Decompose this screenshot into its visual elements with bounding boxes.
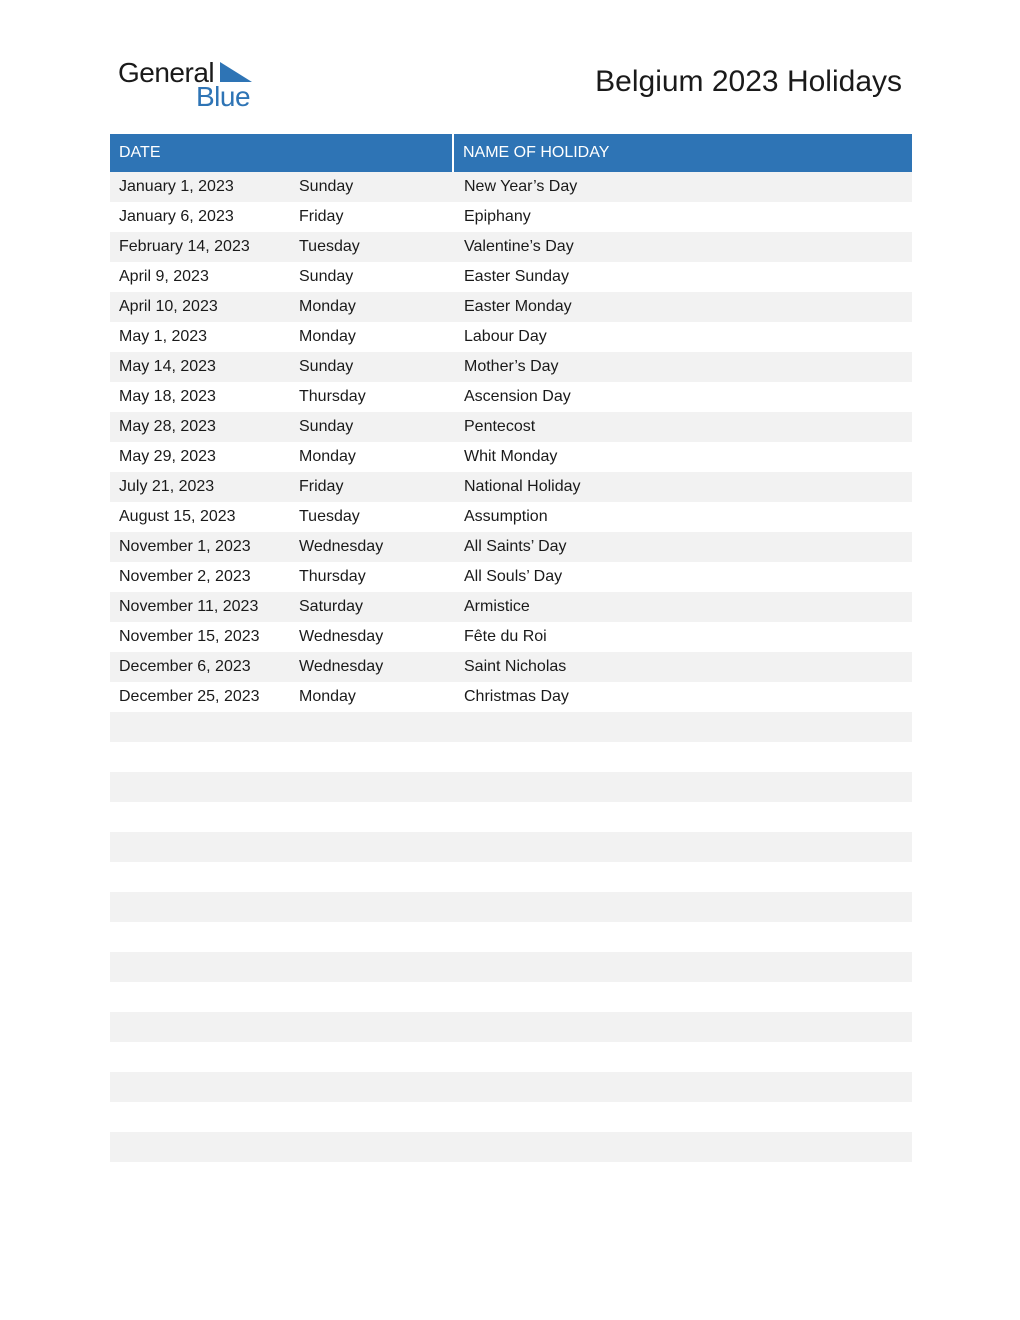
row-holiday-name: National Holiday <box>464 478 581 495</box>
table-row <box>110 1102 912 1132</box>
row-date <box>110 922 290 952</box>
table-row <box>110 1042 912 1072</box>
table-row <box>110 382 912 412</box>
row-weekday: Sunday <box>299 178 354 195</box>
row-weekday: Wednesday <box>299 538 384 555</box>
row-date <box>110 1102 290 1132</box>
row-weekday: Monday <box>299 298 356 315</box>
row-date: December 6, 2023 <box>119 658 251 675</box>
row-date: April 9, 2023 <box>119 268 209 285</box>
row-weekday: Wednesday <box>299 628 384 645</box>
row-weekday <box>290 832 455 862</box>
row-date: February 14, 2023 <box>119 238 250 255</box>
row-holiday-name: Epiphany <box>464 208 531 225</box>
row-holiday-name <box>455 952 912 982</box>
row-holiday-name <box>455 832 912 862</box>
table-row <box>110 1072 912 1102</box>
row-holiday-name: Whit Monday <box>464 448 558 465</box>
row-date <box>110 742 290 772</box>
row-date <box>110 1132 290 1162</box>
table-row <box>110 1012 912 1042</box>
row-holiday-name <box>455 1102 912 1132</box>
row-holiday-name <box>455 772 912 802</box>
row-date: May 29, 2023 <box>119 448 216 465</box>
row-holiday-name: Christmas Day <box>464 688 569 705</box>
row-weekday: Thursday <box>299 568 366 585</box>
row-date: May 14, 2023 <box>119 358 216 375</box>
row-weekday <box>290 1012 455 1042</box>
row-holiday-name: Easter Sunday <box>464 268 569 285</box>
row-holiday-name <box>455 802 912 832</box>
row-date: December 25, 2023 <box>119 688 260 705</box>
row-holiday-name <box>455 742 912 772</box>
table-row <box>110 682 912 712</box>
row-weekday: Sunday <box>299 268 354 285</box>
table-row <box>110 412 912 442</box>
table-header <box>110 134 912 172</box>
row-weekday: Sunday <box>299 358 354 375</box>
row-holiday-name: Valentine’s Day <box>464 238 574 255</box>
row-weekday <box>290 982 455 1012</box>
table-row <box>110 562 912 592</box>
row-holiday-name <box>455 862 912 892</box>
row-weekday: Wednesday <box>299 658 384 675</box>
logo-word-general: General <box>118 57 215 88</box>
table-row <box>110 292 912 322</box>
row-holiday-name: Ascension Day <box>464 388 571 405</box>
row-weekday <box>290 952 455 982</box>
table-row <box>110 502 912 532</box>
row-date: August 15, 2023 <box>119 508 236 525</box>
row-weekday: Friday <box>299 208 344 225</box>
holiday-table <box>110 134 912 1162</box>
table-row <box>110 532 912 562</box>
table-row <box>110 592 912 622</box>
row-date <box>110 1012 290 1042</box>
row-weekday: Friday <box>299 478 344 495</box>
row-date <box>110 952 290 982</box>
table-row <box>110 472 912 502</box>
row-weekday <box>290 892 455 922</box>
table-row <box>110 352 912 382</box>
table-row <box>110 172 912 202</box>
table-row <box>110 322 912 352</box>
row-holiday-name: Pentecost <box>464 418 536 435</box>
table-row <box>110 1132 912 1162</box>
row-holiday-name: All Souls’ Day <box>464 568 563 585</box>
row-date <box>110 982 290 1012</box>
row-date: November 11, 2023 <box>119 598 259 615</box>
row-date <box>110 892 290 922</box>
row-weekday <box>290 1102 455 1132</box>
row-holiday-name <box>455 712 912 742</box>
row-date: May 18, 2023 <box>119 388 216 405</box>
table-row <box>110 832 912 862</box>
table-row <box>110 982 912 1012</box>
row-weekday <box>290 862 455 892</box>
row-weekday: Monday <box>299 688 356 705</box>
row-weekday <box>290 802 455 832</box>
table-row <box>110 742 912 772</box>
row-holiday-name: Easter Monday <box>464 298 572 315</box>
table-row <box>110 772 912 802</box>
row-date: January 1, 2023 <box>119 178 234 195</box>
table-row <box>110 862 912 892</box>
row-date <box>110 1072 290 1102</box>
row-weekday: Tuesday <box>299 508 360 525</box>
row-weekday <box>290 1132 455 1162</box>
page-title: Belgium 2023 Holidays <box>595 65 902 98</box>
table-row <box>110 712 912 742</box>
row-date: May 28, 2023 <box>119 418 216 435</box>
table-row <box>110 622 912 652</box>
generalblue-logo <box>118 56 268 112</box>
table-row <box>110 202 912 232</box>
table-row <box>110 442 912 472</box>
row-date <box>110 832 290 862</box>
row-date: November 1, 2023 <box>119 538 251 555</box>
row-holiday-name: All Saints’ Day <box>464 538 567 555</box>
row-weekday: Sunday <box>299 418 354 435</box>
row-date <box>110 712 290 742</box>
row-weekday <box>290 922 455 952</box>
row-holiday-name: Assumption <box>464 508 548 525</box>
table-row <box>110 232 912 262</box>
row-date: November 2, 2023 <box>119 568 251 585</box>
row-weekday: Tuesday <box>299 238 360 255</box>
row-weekday: Monday <box>299 448 356 465</box>
row-holiday-name <box>455 922 912 952</box>
row-date <box>110 862 290 892</box>
row-weekday <box>290 772 455 802</box>
row-holiday-name <box>455 1072 912 1102</box>
row-date: November 15, 2023 <box>119 628 260 645</box>
row-date <box>110 772 290 802</box>
table-body <box>110 172 912 1162</box>
header-holiday-name: NAME OF HOLIDAY <box>463 144 610 161</box>
row-holiday-name <box>455 1042 912 1072</box>
row-holiday-name <box>455 982 912 1012</box>
table-row <box>110 652 912 682</box>
row-date: July 21, 2023 <box>119 478 215 495</box>
logo-triangle-icon <box>220 62 252 82</box>
row-holiday-name: Labour Day <box>464 328 547 345</box>
table-row <box>110 952 912 982</box>
row-holiday-name: Fête du Roi <box>464 628 547 645</box>
logo-word-blue: Blue <box>196 81 251 112</box>
row-weekday: Monday <box>299 328 356 345</box>
row-weekday <box>290 712 455 742</box>
row-date: April 10, 2023 <box>119 298 218 315</box>
row-date: January 6, 2023 <box>119 208 234 225</box>
row-weekday <box>290 742 455 772</box>
row-holiday-name <box>455 1012 912 1042</box>
row-holiday-name: Saint Nicholas <box>464 658 567 675</box>
table-row <box>110 922 912 952</box>
table-row <box>110 262 912 292</box>
row-holiday-name: New Year’s Day <box>464 178 578 195</box>
row-weekday: Saturday <box>299 598 364 615</box>
row-holiday-name <box>455 892 912 922</box>
table-row <box>110 802 912 832</box>
row-date <box>110 802 290 832</box>
row-holiday-name: Mother’s Day <box>464 358 559 375</box>
row-date <box>110 1042 290 1072</box>
row-holiday-name: Armistice <box>464 598 530 615</box>
table-row <box>110 892 912 922</box>
row-date: May 1, 2023 <box>119 328 208 345</box>
row-weekday <box>290 1042 455 1072</box>
row-holiday-name <box>455 1132 912 1162</box>
row-weekday <box>290 1072 455 1102</box>
header-date: DATE <box>110 134 454 172</box>
row-weekday: Thursday <box>299 388 366 405</box>
